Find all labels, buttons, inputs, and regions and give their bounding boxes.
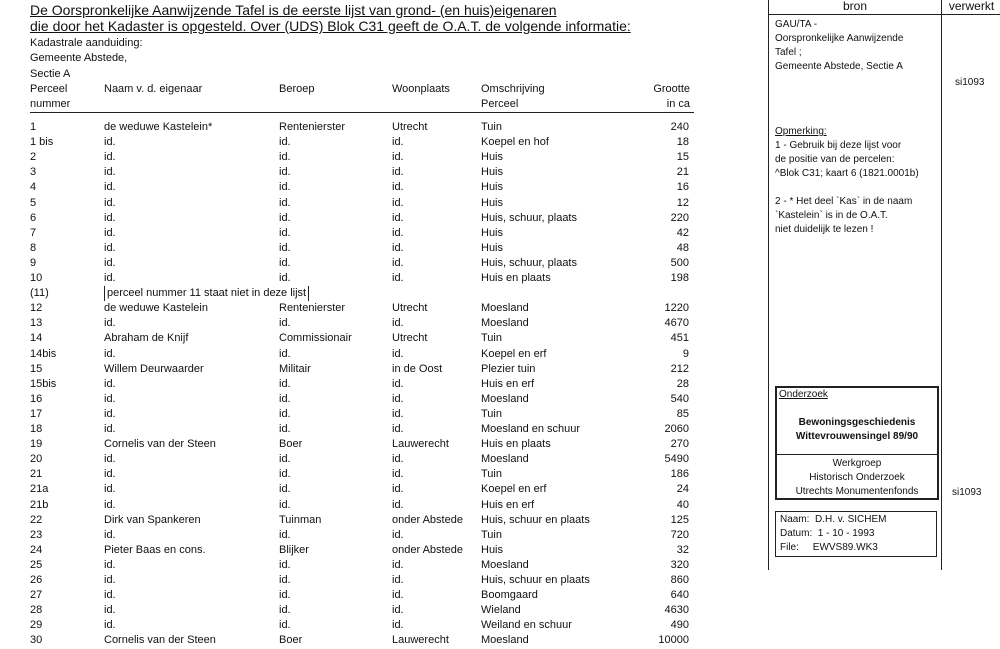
table-row	[0, 603, 700, 618]
verwerkt-header: verwerkt	[948, 0, 995, 13]
table-row	[0, 362, 700, 377]
perceel-number: 29	[30, 619, 43, 632]
table-row	[0, 165, 700, 180]
col-inca: in ca	[666, 98, 690, 110]
owner-name: id.	[104, 392, 116, 405]
opmerking-line: ^Blok C31; kaart 6 (1821.0001b)	[775, 168, 919, 179]
owner-name: Cornelis van der Steen	[104, 438, 216, 451]
parcel-size: 125	[670, 513, 689, 526]
col-naam: Naam v. d. eigenaar	[104, 83, 203, 95]
parcel-size: 40	[676, 498, 689, 511]
opmerking-line: 1 - Gebruik bij deze lijst voor	[775, 140, 902, 151]
table-row	[0, 271, 700, 286]
parcel-size: 42	[676, 226, 689, 239]
occupation: id.	[279, 483, 291, 496]
residence: id.	[392, 589, 404, 602]
occupation: id.	[279, 558, 291, 571]
parcel-description: Huis	[481, 241, 504, 254]
parcel-description: Huis en erf	[481, 498, 535, 511]
perceel-number: 20	[30, 453, 43, 466]
occupation: id.	[279, 453, 291, 466]
owner-name: Dirk van Spankeren	[104, 513, 201, 526]
owner-name: id.	[104, 558, 116, 571]
project-line-1: Bewoningsgeschiedenis	[798, 417, 916, 428]
residence: id.	[392, 347, 404, 360]
info-line: Naam: D.H. v. SICHEM	[780, 514, 887, 525]
parcel-size: 220	[670, 211, 689, 224]
parcel-description: Wieland	[481, 604, 521, 617]
owner-name: id.	[104, 241, 116, 254]
owner-name: id.	[104, 528, 116, 541]
residence: id.	[392, 317, 404, 330]
table-row	[0, 135, 700, 150]
parcel-description: Koepel en hof	[481, 136, 549, 149]
parcel-size: 12	[676, 196, 689, 209]
parcel-description: Huis, schuur en plaats	[481, 513, 590, 526]
col-omschrijving-perceel: Perceel	[481, 98, 519, 110]
table-row	[0, 482, 700, 497]
bron-header: bron	[842, 0, 868, 13]
occupation: id.	[279, 377, 291, 390]
parcel-size: 451	[670, 332, 689, 345]
residence: onder Abstede	[392, 543, 463, 556]
residence: id.	[392, 136, 404, 149]
residence: Utrecht	[392, 121, 428, 133]
meta-sectie: Sectie A	[30, 68, 71, 80]
parcel-size: 240	[670, 121, 689, 133]
table-row	[0, 392, 700, 407]
owner-name: id.	[104, 483, 116, 496]
occupation: id.	[279, 468, 291, 481]
owner-name: Cornelis van der Steen	[104, 634, 216, 647]
residence: id.	[392, 483, 404, 496]
parcel-description: Huis	[481, 226, 504, 239]
owner-name: id.	[104, 589, 116, 602]
meta-gemeente: Gemeente Abstede,	[30, 52, 128, 64]
residence: Lauwerecht	[392, 438, 449, 451]
parcel-size: 212	[670, 362, 689, 375]
parcel-size: 270	[670, 438, 689, 451]
col-omschrijving: Omschrijving	[481, 83, 545, 95]
parcel-description: Koepel en erf	[481, 483, 547, 496]
project-line-2: Wittevrouwensingel 89/90	[795, 431, 919, 442]
perceel-number: 1 bis	[30, 136, 54, 149]
residence: id.	[392, 498, 404, 511]
occupation: id.	[279, 241, 291, 254]
parcel-description: Moesland	[481, 453, 529, 466]
table-row	[0, 467, 700, 482]
perceel-number: 15bis	[30, 377, 57, 390]
occupation: id.	[279, 256, 291, 269]
occupation: id.	[279, 498, 291, 511]
col-nummer: nummer	[30, 98, 71, 110]
residence: Utrecht	[392, 302, 428, 315]
perceel-number: 10	[30, 272, 43, 284]
table-row	[0, 513, 700, 528]
perceel-number: 24	[30, 543, 43, 556]
source-code: si1093	[955, 77, 985, 88]
perceel-number: 15	[30, 362, 43, 375]
residence: id.	[392, 272, 404, 284]
occupation: id.	[279, 574, 291, 586]
residence: id.	[392, 181, 404, 194]
perceel-number: 21	[30, 468, 43, 481]
parcel-description: Tuin	[481, 528, 502, 541]
panel-border-left	[768, 0, 769, 570]
occupation: id.	[279, 604, 291, 617]
onderzoek-title: Onderzoek	[779, 389, 828, 400]
residence: id.	[392, 604, 404, 617]
source-line: Tafel ;	[775, 47, 802, 58]
table-row	[0, 331, 700, 346]
perceel-number: 12	[30, 302, 43, 315]
table-row	[0, 558, 700, 573]
parcel-description: Huis en plaats	[481, 438, 551, 451]
parcel-description: Huis	[481, 196, 504, 209]
parcel-description: Huis	[481, 151, 504, 164]
parcel-size: 198	[670, 272, 689, 284]
source-line: GAU/TA -	[775, 19, 818, 30]
opmerking-line: 2 - * Het deel `Kas` in de naam	[775, 196, 913, 207]
residence: id.	[392, 619, 404, 632]
owner-name: id.	[104, 574, 116, 586]
panel-border-mid	[941, 0, 942, 570]
table-row	[0, 422, 700, 437]
table-row	[0, 180, 700, 195]
table-row	[0, 316, 700, 331]
title-line-2: die door het Kadaster is opgesteld. Over (UDS) Blok C31 geeft de O.A.T. de volgende informatie:	[30, 18, 631, 34]
table-row	[0, 196, 700, 211]
parcel-description: Koepel en erf	[481, 347, 547, 360]
perceel-number: 26	[30, 574, 43, 586]
table-row	[0, 256, 700, 271]
residence: id.	[392, 196, 404, 209]
parcel-description: Huis	[481, 166, 504, 179]
occupation: id.	[279, 589, 291, 602]
parcel-size: 2060	[664, 423, 689, 435]
perceel-number: 23	[30, 528, 43, 541]
owner-name: id.	[104, 468, 116, 481]
occupation: Commissionair	[279, 332, 352, 345]
residence: id.	[392, 256, 404, 269]
residence: id.	[392, 226, 404, 239]
parcel-size: 15	[676, 151, 689, 164]
occupation: id.	[279, 407, 291, 420]
source-line: Oorspronkelijke Aanwijzende	[775, 33, 904, 44]
occupation: id.	[279, 211, 291, 224]
owner-name: id.	[104, 498, 116, 511]
residence: id.	[392, 377, 404, 390]
perceel-number: 17	[30, 407, 43, 420]
owner-name: de weduwe Kastelein	[104, 302, 208, 315]
parcel-size: 640	[670, 589, 689, 602]
owner-name: id.	[104, 317, 116, 330]
parcel-description: Tuin	[481, 468, 502, 481]
table-row	[0, 528, 700, 543]
parcel-size: 490	[670, 619, 689, 632]
panel-header-rule	[768, 14, 1000, 15]
residence: id.	[392, 392, 404, 405]
org-line: Werkgroep	[832, 458, 882, 469]
owner-name: id.	[104, 453, 116, 466]
parcel-size: 9	[682, 347, 689, 360]
owner-name: id.	[104, 423, 116, 435]
owner-name: id.	[104, 377, 116, 390]
owner-name: Willem Deurwaarder	[104, 362, 204, 375]
perceel-number: 2	[30, 151, 37, 164]
perceel-number: 6	[30, 211, 37, 224]
col-woonplaats: Woonplaats	[392, 83, 450, 95]
parcel-description: Huis, schuur en plaats	[481, 574, 590, 586]
parcel-size: 4630	[664, 604, 689, 617]
parcel-description: Plezier tuin	[481, 362, 536, 375]
occupation: id.	[279, 272, 291, 284]
table-row	[0, 120, 700, 135]
table-row	[0, 633, 700, 648]
owner-name: id.	[104, 166, 116, 179]
residence: id.	[392, 211, 404, 224]
table-row	[0, 543, 700, 558]
info-line: Datum: 1 - 10 - 1993	[780, 528, 875, 539]
row-note: perceel nummer 11 staat niet in deze lijst	[104, 286, 309, 301]
occupation: Boer	[279, 438, 303, 451]
perceel-number: 27	[30, 589, 43, 602]
table-row	[0, 452, 700, 467]
col-perceel: Perceel	[30, 83, 68, 95]
owner-name: id.	[104, 347, 116, 360]
owner-name: id.	[104, 226, 116, 239]
parcel-description: Moesland	[481, 558, 529, 571]
occupation: id.	[279, 392, 291, 405]
perceel-number: (11)	[30, 287, 49, 300]
opmerking-line: niet duidelijk te lezen !	[775, 224, 874, 235]
perceel-number: 19	[30, 438, 43, 451]
meta-kadastrale: Kadastrale aanduiding:	[30, 37, 143, 49]
residence: id.	[392, 528, 404, 541]
header-rule	[30, 112, 694, 113]
parcel-description: Moesland	[481, 302, 529, 315]
source-line: Gemeente Abstede, Sectie A	[775, 61, 903, 72]
residence: id.	[392, 151, 404, 164]
perceel-number: 16	[30, 392, 43, 405]
parcel-size: 10000	[658, 634, 689, 647]
col-beroep: Beroep	[279, 83, 315, 95]
perceel-number: 21b	[30, 498, 49, 511]
parcel-size: 1220	[664, 302, 689, 315]
info-line: File: EWVS89.WK3	[780, 542, 878, 553]
parcel-description: Huis	[481, 181, 504, 194]
table-row	[0, 437, 700, 452]
parcel-description: Tuin	[481, 121, 502, 133]
residence: id.	[392, 558, 404, 571]
parcel-description: Huis, schuur, plaats	[481, 256, 577, 269]
perceel-number: 28	[30, 604, 43, 617]
parcel-size: 5490	[664, 453, 689, 466]
owner-name: id.	[104, 619, 116, 632]
occupation: id.	[279, 528, 291, 541]
residence: Utrecht	[392, 332, 428, 345]
parcel-size: 32	[676, 543, 689, 556]
org-line: Historisch Onderzoek	[809, 472, 905, 483]
perceel-number: 25	[30, 558, 43, 571]
owner-name: id.	[104, 272, 116, 284]
title-line-1: De Oorspronkelijke Aanwijzende Tafel is de eerste lijst van grond- (en huis)eigenaren	[30, 2, 557, 18]
perceel-number: 30	[30, 634, 43, 647]
parcel-size: 24	[676, 483, 689, 496]
occupation: id.	[279, 181, 291, 194]
residence: id.	[392, 468, 404, 481]
table-row	[0, 498, 700, 513]
parcel-size: 4670	[664, 317, 689, 330]
occupation: Militair	[279, 362, 311, 375]
owner-name: id.	[104, 136, 116, 149]
parcel-size: 186	[670, 468, 689, 481]
occupation: id.	[279, 347, 291, 360]
occupation: id.	[279, 151, 291, 164]
residence: id.	[392, 453, 404, 466]
parcel-size: 85	[676, 407, 689, 420]
table-row	[0, 226, 700, 241]
onderzoek-divider	[777, 454, 937, 455]
occupation: Rentenierster	[279, 121, 346, 133]
table-row	[0, 241, 700, 256]
occupation: id.	[279, 423, 291, 435]
perceel-number: 4	[30, 181, 37, 194]
owner-name: id.	[104, 256, 116, 269]
owner-name: de weduwe Kastelein*	[104, 121, 213, 133]
parcel-description: Weiland en schuur	[481, 619, 572, 632]
parcel-description: Boomgaard	[481, 589, 538, 602]
parcel-description: Huis en plaats	[481, 272, 551, 284]
parcel-description: Huis en erf	[481, 377, 535, 390]
table-row	[0, 211, 700, 226]
parcel-size: 16	[676, 181, 689, 194]
owner-name: id.	[104, 211, 116, 224]
perceel-number: 14	[30, 332, 43, 345]
table-row	[0, 618, 700, 633]
residence: id.	[392, 407, 404, 420]
perceel-number: 21a	[30, 483, 49, 496]
owner-name: id.	[104, 181, 116, 194]
owner-name: id.	[104, 151, 116, 164]
owner-name: id.	[104, 604, 116, 617]
owner-name: id.	[104, 407, 116, 420]
occupation: id.	[279, 619, 291, 632]
opmerking-line: de positie van de percelen:	[775, 154, 895, 165]
owner-name: Abraham de Knijf	[104, 332, 189, 345]
occupation: id.	[279, 226, 291, 239]
parcel-description: Moesland	[481, 317, 529, 330]
parcel-size: 500	[670, 256, 689, 269]
org-code: si1093	[952, 487, 982, 498]
occupation: Blijker	[279, 543, 309, 556]
table-row	[0, 573, 700, 588]
owner-name: Pieter Baas en cons.	[104, 543, 206, 556]
parcel-size: 18	[676, 136, 689, 149]
residence: in de Oost	[392, 362, 443, 375]
occupation: id.	[279, 136, 291, 149]
parcel-description: Moesland en schuur	[481, 423, 581, 435]
residence: id.	[392, 166, 404, 179]
parcel-size: 28	[676, 377, 689, 390]
parcel-size: 21	[676, 166, 689, 179]
perceel-number: 13	[30, 317, 43, 330]
perceel-number: 8	[30, 241, 37, 254]
perceel-number: 22	[30, 513, 43, 526]
parcel-description: Huis, schuur, plaats	[481, 211, 577, 224]
perceel-number: 1	[30, 121, 37, 133]
occupation: id.	[279, 166, 291, 179]
opmerking-line: `Kastelein` is in de O.A.T.	[775, 210, 888, 221]
table-row	[0, 150, 700, 165]
residence: id.	[392, 574, 404, 586]
perceel-number: 9	[30, 256, 37, 269]
table-row	[0, 588, 700, 603]
parcel-description: Tuin	[481, 332, 502, 345]
parcel-description: Huis	[481, 543, 504, 556]
residence: onder Abstede	[392, 513, 463, 526]
table-row	[0, 407, 700, 422]
occupation: Rentenierster	[279, 302, 346, 315]
perceel-number: 7	[30, 226, 37, 239]
occupation: id.	[279, 317, 291, 330]
occupation: Tuinman	[279, 513, 322, 526]
parcel-description: Moesland	[481, 634, 529, 647]
table-row	[0, 347, 700, 362]
residence: Lauwerecht	[392, 634, 449, 647]
opmerking-title: Opmerking:	[775, 126, 827, 137]
residence: id.	[392, 423, 404, 435]
perceel-number: 3	[30, 166, 37, 179]
perceel-number: 14bis	[30, 347, 57, 360]
table-row	[0, 301, 700, 316]
parcel-size: 720	[670, 528, 689, 541]
table-row	[0, 286, 700, 301]
table-row	[0, 377, 700, 392]
parcel-size: 320	[670, 558, 689, 571]
parcel-size: 48	[676, 241, 689, 254]
perceel-number: 5	[30, 196, 37, 209]
residence: id.	[392, 241, 404, 254]
occupation: id.	[279, 196, 291, 209]
parcel-description: Tuin	[481, 407, 502, 420]
parcel-size: 540	[670, 392, 689, 405]
parcel-size: 860	[670, 574, 689, 586]
perceel-number: 18	[30, 423, 43, 435]
org-line: Utrechts Monumentenfonds	[795, 486, 919, 497]
occupation: Boer	[279, 634, 303, 647]
col-grootte: Grootte	[653, 83, 690, 95]
owner-name: id.	[104, 196, 116, 209]
parcel-description: Moesland	[481, 392, 529, 405]
